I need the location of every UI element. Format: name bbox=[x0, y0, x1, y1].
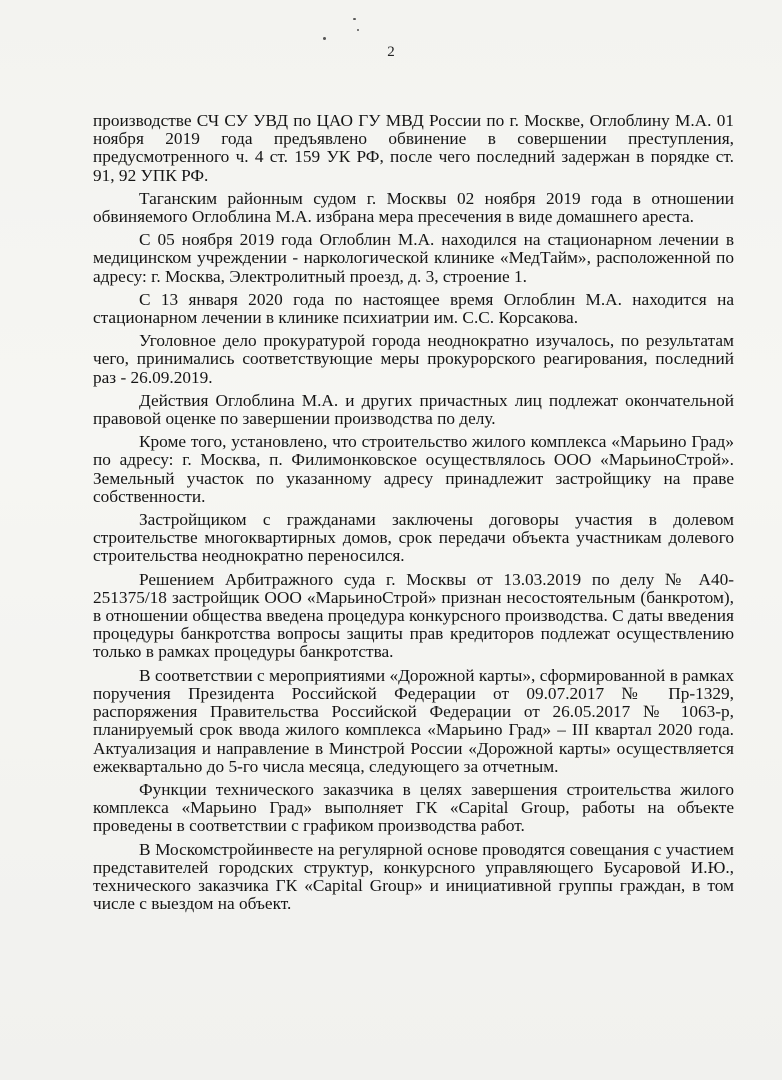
paragraph: В Москомстройинвесте на регулярной основе проводятся совещания с участием представителей городских структур, конкурсного управляющего Бусаровой И.Ю., технического заказчика ГК «Capital Group» и инициативной группы граждан, в том числе с выездом на объект. bbox=[93, 839, 734, 914]
paragraph: В соответствии с мероприятиями «Дорожной карты», сформированной в рамках поручения Президента Российской Федерации от 09.07.2017 № Пр-1329, распоряжения Правительства Российской Федерации от 26.05.2017 № 1063-р, планируемый срок ввода жилого комплекса «Марьино Град» – III квартал 2020 года. Актуализация и направление в Минстрой России «Дорожной карты» осуществляется ежеквартально до 5-го числа месяца, следующего за отчетным. bbox=[93, 665, 734, 776]
scan-speck bbox=[353, 18, 356, 20]
scan-speck bbox=[323, 37, 326, 40]
scan-speck bbox=[357, 29, 359, 31]
page-number: 2 bbox=[387, 44, 395, 60]
paragraph: Решением Арбитражного суда г. Москвы от 13.03.2019 по делу № А40-251375/18 застройщик ООО «МарьиноСтрой» признан несостоятельным (банкротом), в отношении общества введена процедура конкурсного производства. С даты введения процедуры банкротства вопросы защиты прав кредиторов подлежат осуществлению только в рамках процедуры банкротства. bbox=[93, 569, 734, 662]
paragraph: Таганским районным судом г. Москвы 02 ноября 2019 года в отношении обвиняемого Оглоблина М.А. избрана мера пресечения в виде домашнего ареста. bbox=[93, 188, 734, 227]
paragraph: Застройщиком с гражданами заключены договоры участия в долевом строительстве многоквартирных домов, срок передачи объекта участникам долевого строительства неоднократно переносился. bbox=[93, 510, 734, 566]
paragraph: производстве СЧ СУ УВД по ЦАО ГУ МВД России по г. Москве, Оглоблину М.А. 01 ноября 2019 года предъявлено обвинение в совершении преступления, предусмотренного ч. 4 ст. 159 УК РФ, после чего последний задержан в порядке ст. 91, 92 УПК РФ. bbox=[93, 111, 734, 185]
paragraph: Действия Оглоблина М.А. и других причастных лиц подлежат окончательной правовой оценке по завершении производства по делу. bbox=[93, 390, 734, 429]
paragraph: Уголовное дело прокуратурой города неоднократно изучалось, по результатам чего, принимались соответствующие меры прокурорского реагирования, последний раз - 26.09.2019. bbox=[93, 331, 734, 387]
paragraph: Кроме того, установлено, что строительство жилого комплекса «Марьино Град» по адресу: г. Москва, п. Филимонковское осуществлялось ООО «МарьиноСтрой». Земельный участок по указанному адресу принадлежит застройщику на праве собственности. bbox=[93, 432, 734, 506]
paragraph: Функции технического заказчика в целях завершения строительства жилого комплекса «Марьино Град» выполняет ГК «Capital Group, работы на объекте проведены в соответствии с графиком производства работ. bbox=[93, 779, 734, 836]
paragraph: С 05 ноября 2019 года Оглоблин М.А. находился на стационарном лечении в медицинском учреждении - наркологической клинике «МедТайм», расположенной по адресу: г. Москва, Электролитный проезд, д. 3, строение 1. bbox=[93, 230, 734, 286]
document-body bbox=[93, 112, 734, 913]
paragraph: С 13 января 2020 года по настоящее время Оглоблин М.А. находится на стационарном лечении в клинике психиатрии им. С.С. Корсакова. bbox=[93, 289, 734, 328]
